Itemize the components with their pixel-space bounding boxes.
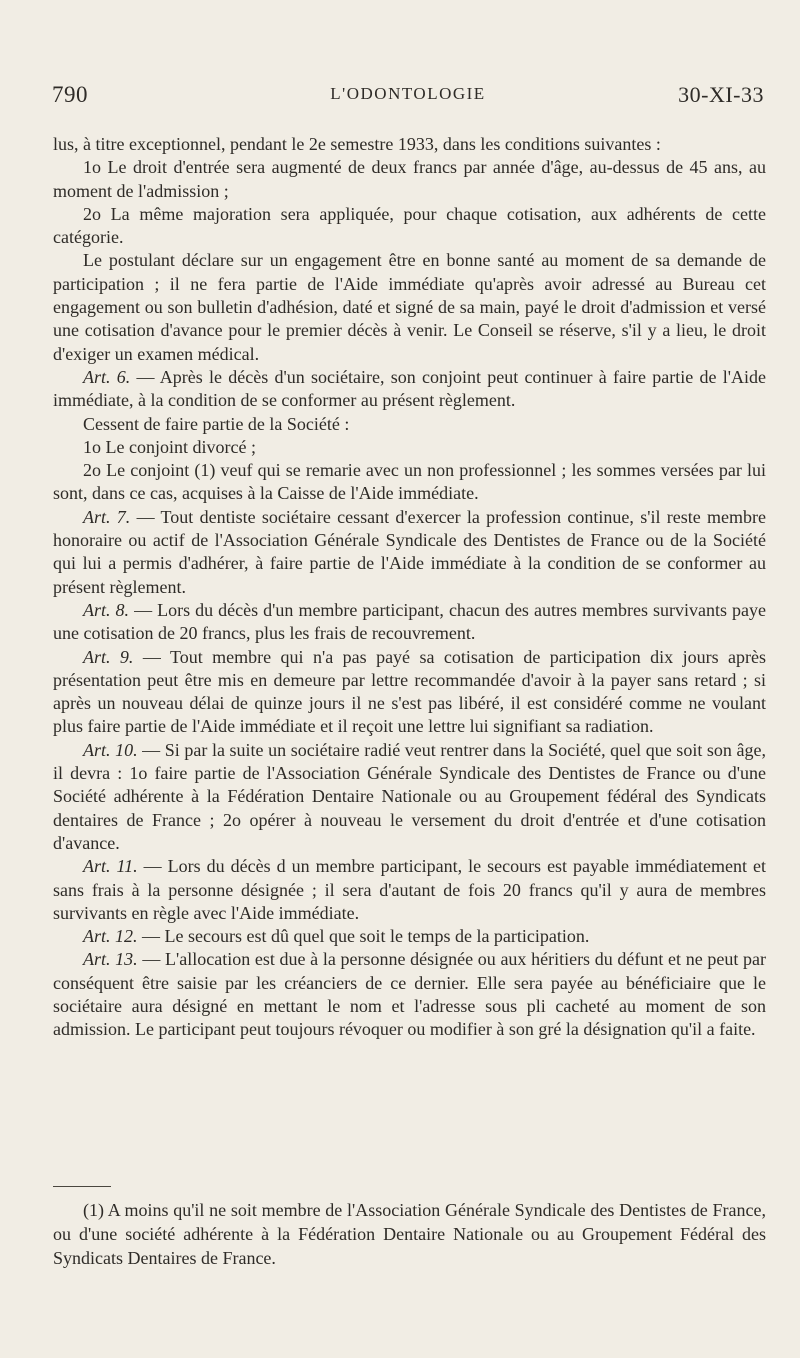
paragraph: 1o Le conjoint divorcé ;	[83, 436, 256, 457]
footnote-separator	[53, 1186, 111, 1187]
article-label: Art. 7.	[83, 506, 131, 527]
paragraph: Le postulant déclare sur un engagement être en bonne santé au moment de sa demande de participation ; il ne fera partie de l'Aide immédiate qu'après avoir adressé au Bureau cet engagement ou son bulletin d'adhésion, daté et signé de sa main, payé le droit d'admission et versé une cotisation d'avance pour le premier décès à venir. Le Conseil se réserve, s'il y a lieu, le droit d'exiger un examen médical.	[53, 250, 766, 364]
article-13: Art. 13. — L'allocation est due à la personne désignée ou aux héritiers du défunt et ne peut par conséquent être saisie par les créanciers de ce dernier. Elle sera payée au bénéficiaire que le sociétaire aura désigné en mettant le nom et l'adresse sous pli cacheté au moment de son admission. Le participant peut toujours révoquer ou modifier à son gré la désignation qu'il a faite.	[53, 949, 766, 1040]
paragraph: Cessent de faire partie de la Société :	[83, 413, 350, 434]
article-12: Art. 12. — Le secours est dû quel que soit le temps de la participation.	[83, 926, 590, 947]
running-header	[52, 82, 764, 112]
article-label: Art. 8.	[83, 599, 130, 620]
footnote-text: (1) A moins qu'il ne soit membre de l'Association Générale Syndicale des Dentistes de France, ou d'une société adhérente à la Fédération Dentaire Nationale ou au Groupement Fédéral des Syndicats Dentaires de France.	[53, 1200, 766, 1268]
article-6: Art. 6. — Après le décès d'un sociétaire, son conjoint peut continuer à faire partie de l'Aide immédiate, à la condition de se conformer au présent règlement.	[53, 366, 766, 411]
article-11: Art. 11. — Lors du décès d un membre participant, le secours est payable immédiatement et sans frais à la personne désignée ; il sera d'autant de fois 20 francs qu'il y aura de membres survivants en règle avec l'Aide immédiate.	[53, 856, 766, 923]
issue-date: 30-XI-33	[678, 82, 764, 107]
paragraph: lus, à titre exceptionnel, pendant le 2e semestre 1933, dans les conditions suivantes :	[53, 134, 661, 154]
article-label: Art. 10.	[83, 739, 138, 760]
article-label: Art. 9.	[83, 646, 134, 667]
body-text	[53, 133, 766, 1042]
journal-title: L'ODONTOLOGIE	[330, 84, 486, 103]
article-10: Art. 10. — Si par la suite un sociétaire radié veut rentrer dans la Société, quel que soit son âge, il devra : 1o faire partie de l'Association Générale Syndicale des Dentistes de France ou d'une Société adhérente à la Fédération Dentaire Nationale ou au Groupement fédéral des Syndicats dentaires de France ; 2o opérer à nouveau le versement du droit d'entrée et d'une cotisation d'avance.	[53, 739, 766, 853]
article-label: Art. 13.	[83, 949, 138, 970]
article-7: Art. 7. — Tout dentiste sociétaire cessant d'exercer la profession continue, s'il reste membre honoraire ou actif de l'Association Générale Syndicale des Dentistes de France ou de la Société qui lui a permis d'adhérer, à faire partie de l'Aide immédiate à la condition de se conformer au présent règlement.	[53, 506, 766, 597]
page-number: 790	[52, 82, 88, 107]
footnote	[53, 1198, 766, 1270]
article-label: Art. 12.	[83, 926, 138, 947]
article-label: Art. 6.	[83, 366, 131, 387]
paragraph: 2o Le conjoint (1) veuf qui se remarie avec un non professionnel ; les sommes versées par lui sont, dans ce cas, acquises à la Caisse de l'Aide immédiate.	[53, 460, 766, 504]
article-8: Art. 8. — Lors du décès d'un membre participant, chacun des autres membres survivants paye une cotisation de 20 francs, plus les frais de recouvrement.	[53, 599, 766, 644]
paragraph: 1o Le droit d'entrée sera augmenté de deux francs par année d'âge, au-dessus de 45 ans, au moment de l'admission ;	[53, 157, 766, 201]
paragraph: 2o La même majoration sera appliquée, pour chaque cotisation, aux adhérents de cette catégorie.	[53, 203, 766, 248]
article-9: Art. 9. — Tout membre qui n'a pas payé sa cotisation de participation dix jours après présentation peut être mis en demeure par lettre recommandée d'avoir à la payer sans retard ; si après un nouveau délai de quinze jours il ne s'est pas libéré, il est considéré comme ne voulant plus faire partie de l'Aide immédiate et il reçoit une lettre lui signifiant sa radiation.	[53, 646, 766, 737]
article-label: Art. 11.	[83, 856, 138, 877]
